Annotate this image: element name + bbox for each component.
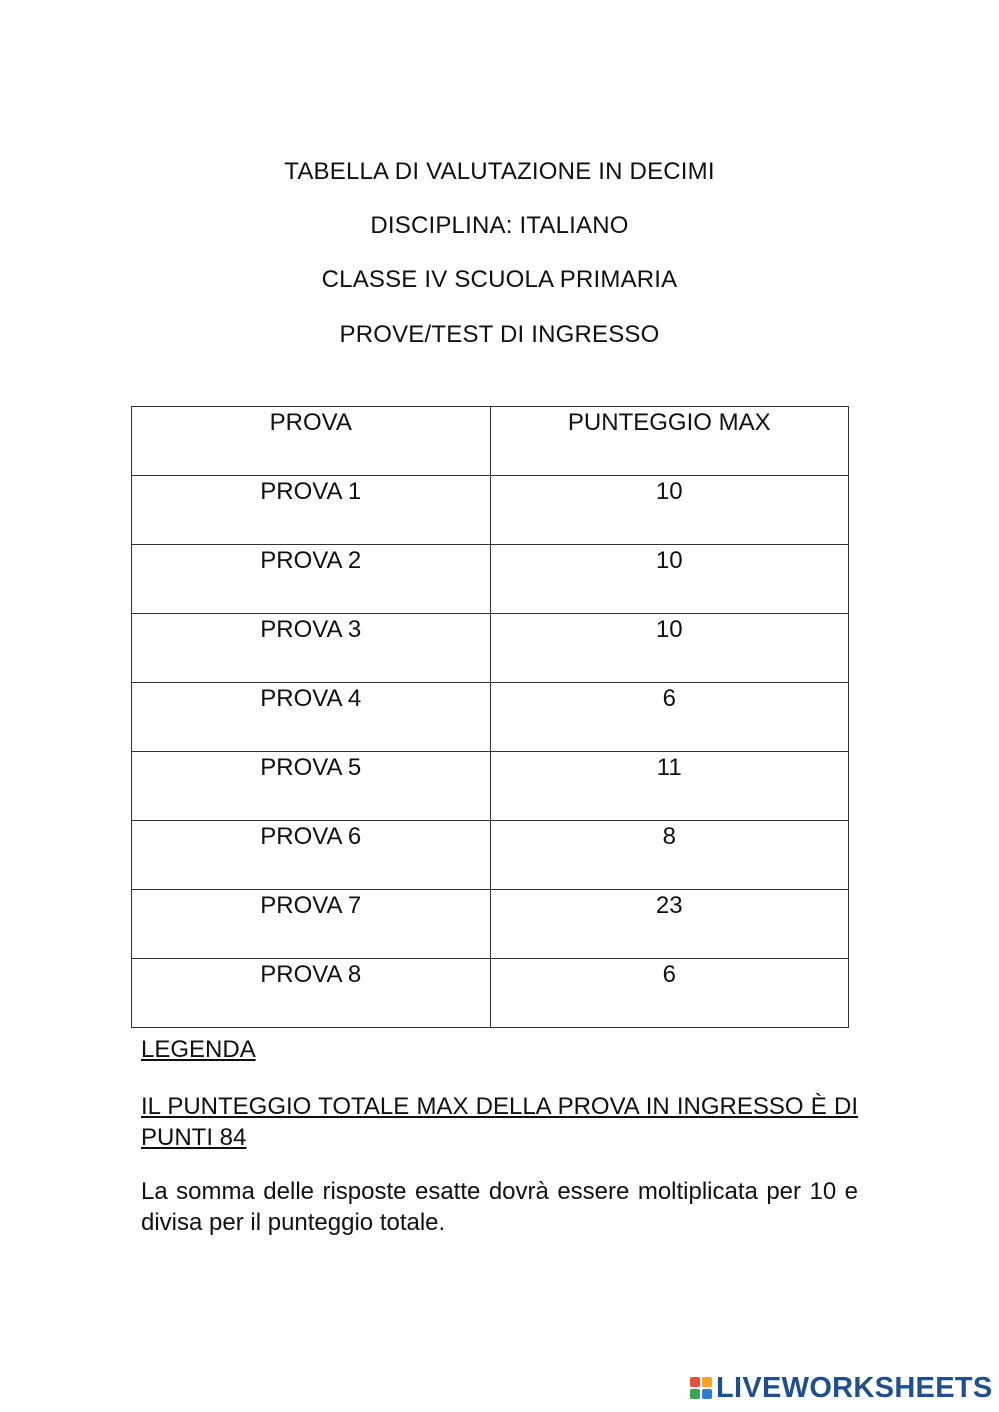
cell-max: 10: [490, 614, 849, 683]
cell-prova: PROVA 1: [132, 476, 491, 545]
cell-prova: PROVA 4: [132, 683, 491, 752]
cell-max: 11: [490, 752, 849, 821]
brand-name: LIVEWORKSHEETS: [716, 1371, 993, 1404]
cell-prova: PROVA 7: [132, 890, 491, 959]
scores-table: [131, 406, 849, 1028]
table-row: [132, 614, 849, 683]
table-row: [132, 959, 849, 1028]
table-row: [132, 476, 849, 545]
cell-max: 10: [490, 545, 849, 614]
cell-max: 6: [490, 959, 849, 1028]
logo-square-green: [690, 1389, 700, 1399]
cell-prova: PROVA 2: [132, 545, 491, 614]
cell-max: 23: [490, 890, 849, 959]
discipline-heading: DISCIPLINA: ITALIANO: [370, 212, 629, 239]
class-heading: CLASSE IV SCUOLA PRIMARIA: [321, 266, 678, 293]
table-row: [132, 752, 849, 821]
cell-max: 8: [490, 821, 849, 890]
test-heading: PROVE/TEST DI INGRESSO: [339, 321, 660, 348]
legend-title: LEGENDA: [141, 1036, 256, 1063]
table-row: [132, 821, 849, 890]
cell-max: 6: [490, 683, 849, 752]
column-header-punteggio-max: PUNTEGGIO MAX: [490, 407, 849, 476]
table-header-row: [132, 407, 849, 476]
cell-prova: PROVA 3: [132, 614, 491, 683]
legend-total-score: IL PUNTEGGIO TOTALE MAX DELLA PROVA IN INGRESSO È DI PUNTI 84: [141, 1093, 858, 1151]
cell-prova: PROVA 6: [132, 821, 491, 890]
table-row: [132, 890, 849, 959]
column-header-prova: PROVA: [132, 407, 491, 476]
logo-square-blue: [702, 1389, 712, 1399]
logo-square-red: [690, 1377, 700, 1387]
logo-square-orange: [702, 1377, 712, 1387]
liveworksheets-logo-icon: [690, 1377, 712, 1399]
cell-prova: PROVA 5: [132, 752, 491, 821]
table-row: [132, 683, 849, 752]
liveworksheets-brand[interactable]: [690, 1372, 993, 1404]
legend-instructions: La somma delle risposte esatte dovrà essere moltiplicata per 10 e divisa per il punteggio totale.: [141, 1178, 858, 1236]
cell-max: 10: [490, 476, 849, 545]
page-title: TABELLA DI VALUTAZIONE IN DECIMI: [284, 158, 715, 185]
cell-prova: PROVA 8: [132, 959, 491, 1028]
table-row: [132, 545, 849, 614]
